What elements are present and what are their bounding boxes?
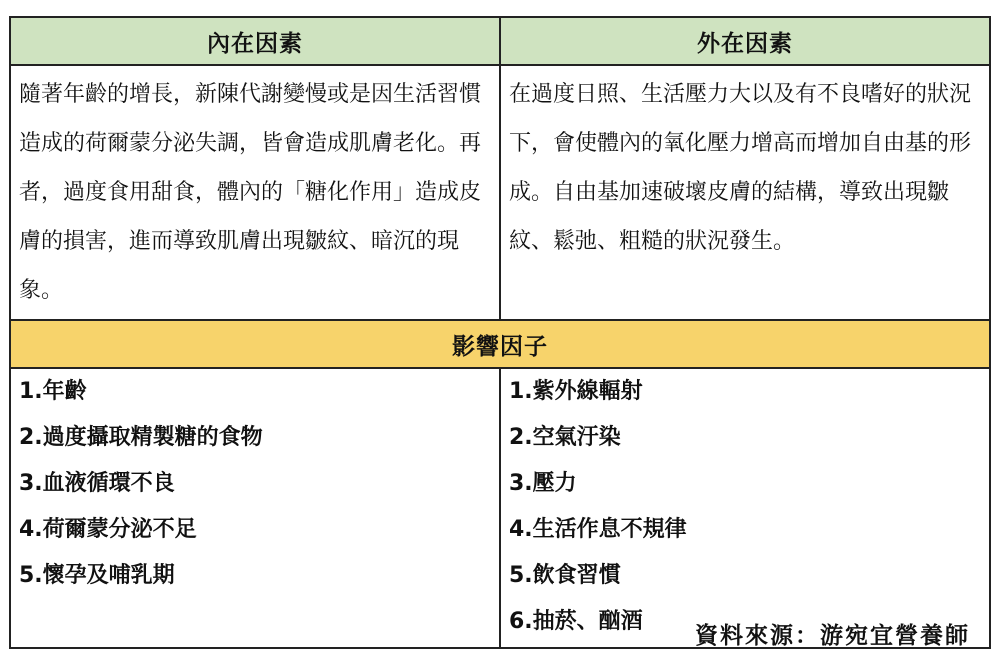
internal-factors-description: 隨著年齡的增長，新陳代謝變慢或是因生活習慣造成的荷爾蒙分泌失調，皆會造成肌膚老化。再者，過度食用甜食，體內的「糖化作用」造成皮膚的損害，進而導致肌膚出現皺紋、暗沉的現象。 — [10, 65, 500, 320]
external-factors-header: 外在因素 — [500, 17, 990, 65]
factor-list-row — [10, 368, 990, 648]
internal-factor-list-cell — [10, 368, 500, 648]
factor-title-row — [10, 320, 990, 368]
list-item: 4.生活作息不規律 — [509, 517, 687, 542]
list-item: 5.飲食習慣 — [509, 563, 621, 588]
internal-factor-list — [19, 369, 491, 599]
influencing-factors-title: 影響因子 — [10, 320, 990, 368]
source-credit: 資料來源：游宛宜營養師 — [695, 623, 970, 649]
list-item: 3.壓力 — [509, 471, 577, 496]
internal-factors-header: 內在因素 — [10, 17, 500, 65]
external-factors-description: 在過度日照、生活壓力大以及有不良嗜好的狀況下，會使體內的氧化壓力增高而增加自由基的形成。自由基加速破壞皮膚的結構，導致出現皺紋、鬆弛、粗糙的狀況發生。 — [500, 65, 990, 320]
list-item: 6.抽菸、酗酒 — [509, 609, 643, 634]
external-factor-list — [509, 369, 981, 645]
list-item: 2.過度攝取精製糖的食物 — [19, 425, 263, 450]
factors-table — [9, 16, 991, 649]
list-item: 1.年齡 — [19, 379, 87, 404]
list-item: 5.懷孕及哺乳期 — [19, 563, 175, 588]
list-item: 2.空氣汙染 — [509, 425, 621, 450]
list-item: 3.血液循環不良 — [19, 471, 175, 496]
list-item: 4.荷爾蒙分泌不足 — [19, 517, 197, 542]
external-factor-list-cell — [500, 368, 990, 648]
description-row — [10, 65, 990, 320]
list-item: 1.紫外線輻射 — [509, 379, 643, 404]
header-row — [10, 17, 990, 65]
